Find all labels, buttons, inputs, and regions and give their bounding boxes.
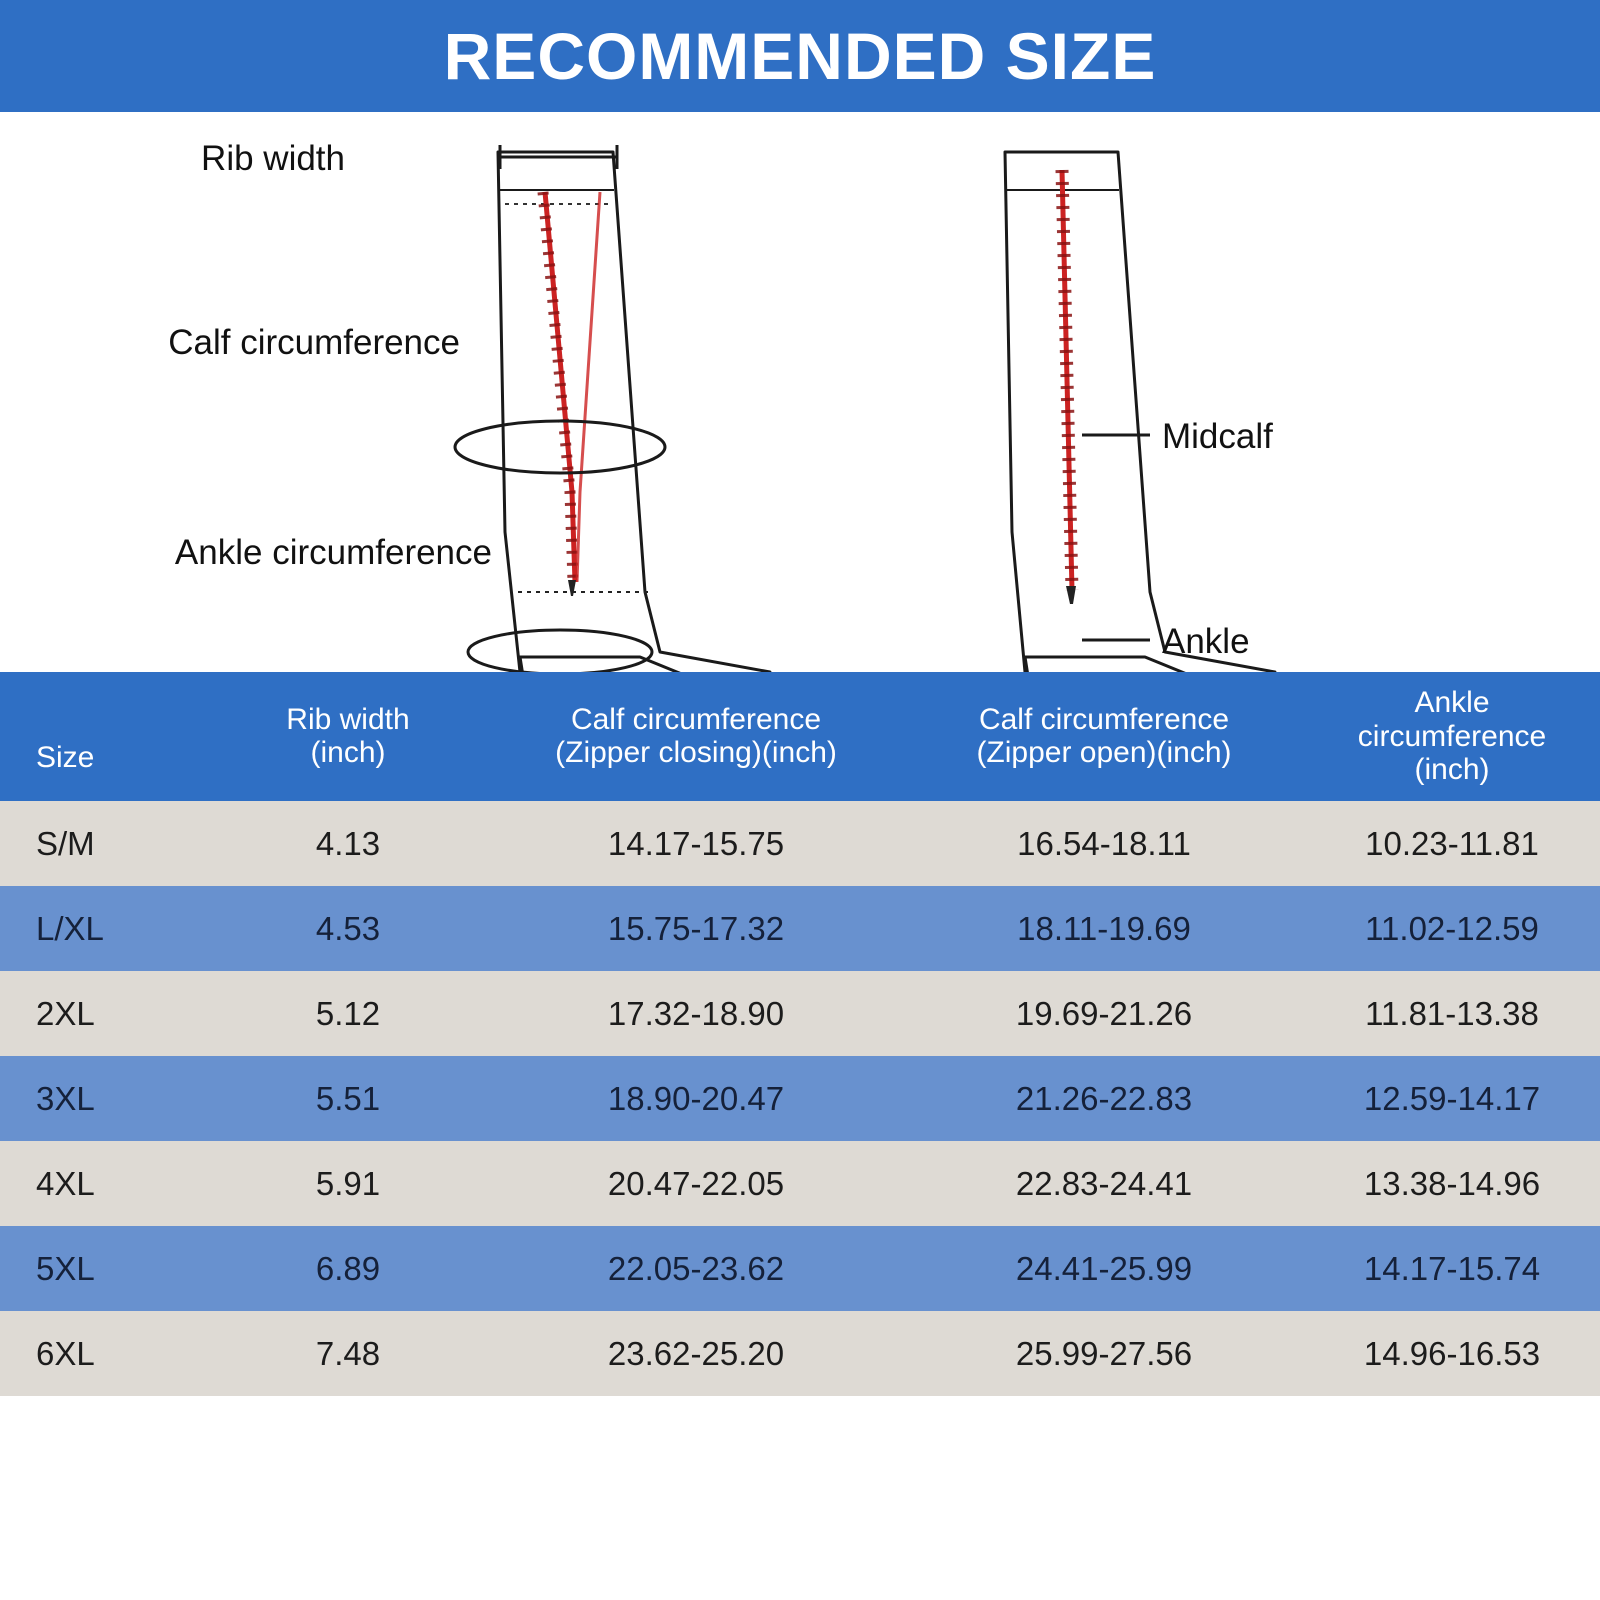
ankle-label: Ankle [1162,622,1250,661]
cell-rib-width: 5.51 [208,1056,488,1141]
column-header-ankle-line3: (inch) [1414,753,1490,787]
left-sock-outline [498,152,775,672]
table-row [0,801,1600,886]
rib-width-label: Rib width [201,139,345,178]
cell-calf-zipper-closing: 17.32-18.90 [488,971,904,1056]
column-header-rib-width [208,672,488,801]
cell-calf-zipper-open: 16.54-18.11 [904,801,1304,886]
cell-ankle-circumference: 13.38-14.96 [1304,1141,1600,1226]
cell-ankle-circumference: 11.81-13.38 [1304,971,1600,1056]
right-sock-outline [1005,152,1282,672]
midcalf-label: Midcalf [1162,417,1273,456]
column-header-calf-zipper-open [904,672,1304,801]
column-header-ankle-line2: circumference [1357,719,1547,753]
column-header-ankle-circumference [1304,672,1600,801]
table-body [0,801,1600,1396]
calf-circumference-label: Calf circumference [168,323,460,362]
table-row [0,1141,1600,1226]
page-header [0,0,1600,112]
cell-ankle-circumference: 12.59-14.17 [1304,1056,1600,1141]
cell-size: 5XL [0,1226,208,1311]
table-row [0,971,1600,1056]
cell-calf-zipper-closing: 14.17-15.75 [488,801,904,886]
cell-ankle-circumference: 14.17-15.74 [1304,1226,1600,1311]
cell-ankle-circumference: 11.02-12.59 [1304,886,1600,971]
cell-calf-zipper-closing: 20.47-22.05 [488,1141,904,1226]
table-header [0,672,1600,801]
cell-calf-zipper-closing: 15.75-17.32 [488,886,904,971]
cell-rib-width: 6.89 [208,1226,488,1311]
column-header-rib-width-line1: Rib width [286,702,410,736]
table-row [0,1311,1600,1396]
diagram-svg [0,112,1600,672]
cell-rib-width: 5.91 [208,1141,488,1226]
cell-size: 3XL [0,1056,208,1141]
cell-calf-zipper-open: 25.99-27.56 [904,1311,1304,1396]
page-title: RECOMMENDED SIZE [443,19,1157,93]
cell-size: 6XL [0,1311,208,1396]
table-row [0,886,1600,971]
cell-calf-zipper-closing: 23.62-25.20 [488,1311,904,1396]
column-header-calf-open-line2: (Zipper open)(inch) [976,736,1232,770]
column-header-ankle-line1: Ankle [1414,686,1490,719]
cell-size: 2XL [0,971,208,1056]
ankle-circumference-label: Ankle circumference [174,533,492,572]
column-header-size: Size [0,672,208,801]
cell-calf-zipper-closing: 22.05-23.62 [488,1226,904,1311]
cell-size: 4XL [0,1141,208,1226]
table-row [0,1226,1600,1311]
cell-rib-width: 4.13 [208,801,488,886]
table-row [0,1056,1600,1141]
column-header-calf-zipper-closing [488,672,904,801]
cell-calf-zipper-closing: 18.90-20.47 [488,1056,904,1141]
cell-size: L/XL [0,886,208,971]
cell-size: S/M [0,801,208,886]
size-table [0,672,1600,1396]
cell-calf-zipper-open: 24.41-25.99 [904,1226,1304,1311]
cell-rib-width: 5.12 [208,971,488,1056]
cell-calf-zipper-open: 22.83-24.41 [904,1141,1304,1226]
cell-rib-width: 7.48 [208,1311,488,1396]
column-header-calf-closing-line2: (Zipper closing)(inch) [555,736,837,770]
left-leg-illustration [168,139,790,672]
right-leg-illustration [1005,152,1295,672]
cell-rib-width: 4.53 [208,886,488,971]
cell-ankle-circumference: 14.96-16.53 [1304,1311,1600,1396]
column-header-rib-width-line2: (inch) [310,736,386,770]
column-header-calf-closing-line1: Calf circumference [570,702,822,736]
measurement-diagram [0,112,1600,672]
cell-calf-zipper-open: 19.69-21.26 [904,971,1304,1056]
cell-calf-zipper-open: 18.11-19.69 [904,886,1304,971]
column-header-calf-open-line1: Calf circumference [978,702,1230,736]
cell-calf-zipper-open: 21.26-22.83 [904,1056,1304,1141]
table-header-row [0,672,1600,801]
cell-ankle-circumference: 10.23-11.81 [1304,801,1600,886]
